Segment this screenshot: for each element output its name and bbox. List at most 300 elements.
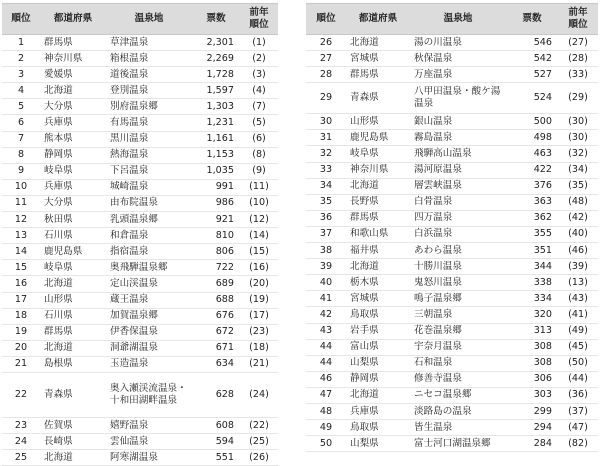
rank-cell: 43 <box>306 323 346 339</box>
header-votes: 票数 <box>192 4 240 35</box>
onsen-cell: 蔵王温泉 <box>106 292 192 308</box>
ranking-table-right <box>306 3 598 452</box>
table-row <box>2 67 278 83</box>
rank-cell: 48 <box>306 403 346 419</box>
votes-cell: 338 <box>506 275 558 291</box>
prev-rank-cell: (44) <box>558 371 598 387</box>
prefecture-cell: 群馬県 <box>40 35 106 51</box>
onsen-cell: 嬉野温泉 <box>106 417 192 433</box>
rank-cell: 38 <box>306 243 346 259</box>
prefecture-cell: 北海道 <box>346 178 410 194</box>
onsen-cell: 別府温泉郷 <box>106 99 192 115</box>
table-row <box>306 307 598 323</box>
prev-rank-cell: (16) <box>240 260 278 276</box>
prefecture-cell: 鹿児島県 <box>346 130 410 146</box>
table-row <box>2 340 278 356</box>
prefecture-cell: 兵庫県 <box>40 179 106 195</box>
table-row <box>306 259 598 275</box>
prev-rank-cell: (17) <box>240 308 278 324</box>
rank-cell: 1 <box>2 35 40 51</box>
prev-rank-cell: (26) <box>240 450 278 466</box>
prev-rank-cell: (47) <box>558 420 598 436</box>
onsen-cell: あわら温泉 <box>410 243 506 259</box>
rank-cell: 33 <box>306 162 346 178</box>
prefecture-cell: 宮城県 <box>346 291 410 307</box>
prefecture-cell: 和歌山県 <box>346 226 410 242</box>
prev-rank-cell: (33) <box>558 67 598 83</box>
rank-cell: 37 <box>306 226 346 242</box>
table-row <box>306 291 598 307</box>
rank-cell: 50 <box>306 436 346 452</box>
onsen-cell: 飛騨高山温泉 <box>410 146 506 162</box>
prefecture-cell: 佐賀県 <box>40 417 106 433</box>
prefecture-cell: 石川県 <box>40 308 106 324</box>
rank-cell: 28 <box>306 67 346 83</box>
onsen-cell: 和倉温泉 <box>106 228 192 244</box>
onsen-cell: 熱海温泉 <box>106 147 192 163</box>
rank-cell: 30 <box>306 114 346 130</box>
votes-cell: 294 <box>506 420 558 436</box>
header-prev-line1: 前年 <box>568 7 588 18</box>
prev-rank-cell: (27) <box>558 35 598 51</box>
ranking-table-left <box>2 3 278 466</box>
table-row <box>2 147 278 163</box>
rank-cell: 7 <box>2 131 40 147</box>
votes-cell: 362 <box>506 210 558 226</box>
votes-cell: 299 <box>506 403 558 419</box>
prev-rank-cell: (46) <box>558 243 598 259</box>
votes-cell: 313 <box>506 323 558 339</box>
votes-cell: 308 <box>506 355 558 371</box>
rank-cell: 17 <box>2 292 40 308</box>
rank-cell: 12 <box>2 212 40 228</box>
prefecture-cell: 長崎県 <box>40 434 106 450</box>
prev-rank-cell: (25) <box>240 434 278 450</box>
onsen-cell: 鳴子温泉郷 <box>410 291 506 307</box>
table-row <box>2 179 278 195</box>
header-rank: 順位 <box>2 4 40 35</box>
rank-cell: 25 <box>2 450 40 466</box>
table-row <box>306 114 598 130</box>
votes-cell: 806 <box>192 244 240 260</box>
votes-cell: 689 <box>192 276 240 292</box>
rank-cell: 41 <box>306 291 346 307</box>
votes-cell: 921 <box>192 212 240 228</box>
onsen-cell: 霧島温泉 <box>410 130 506 146</box>
prefecture-cell: 兵庫県 <box>346 403 410 419</box>
table-row <box>306 436 598 452</box>
onsen-cell: 富士河口湖温泉郷 <box>410 436 506 452</box>
prefecture-cell: 青森県 <box>40 372 106 417</box>
table-body-right <box>306 35 598 452</box>
onsen-cell: 玉造温泉 <box>106 356 192 372</box>
onsen-cell: 阿寒湖温泉 <box>106 450 192 466</box>
prefecture-cell: 鳥取県 <box>346 420 410 436</box>
table-row <box>2 308 278 324</box>
votes-cell: 351 <box>506 243 558 259</box>
prefecture-cell: 宮城県 <box>346 51 410 67</box>
prev-rank-cell: (21) <box>240 356 278 372</box>
prefecture-cell: 鹿児島県 <box>40 244 106 260</box>
onsen-cell: 層雲峡温泉 <box>410 178 506 194</box>
votes-cell: 334 <box>506 291 558 307</box>
header-rank: 順位 <box>306 4 346 35</box>
votes-cell: 500 <box>506 114 558 130</box>
prev-rank-cell: (22) <box>240 417 278 433</box>
rank-cell: 18 <box>2 308 40 324</box>
table-row <box>2 228 278 244</box>
rank-cell: 2 <box>2 51 40 67</box>
rank-cell: 32 <box>306 146 346 162</box>
prefecture-cell: 大分県 <box>40 99 106 115</box>
votes-cell: 376 <box>506 178 558 194</box>
table-row <box>2 260 278 276</box>
prev-rank-cell: (42) <box>558 210 598 226</box>
votes-cell: 722 <box>192 260 240 276</box>
table-row <box>306 146 598 162</box>
prev-rank-cell: (32) <box>558 146 598 162</box>
table-header-row <box>2 4 278 35</box>
header-prev-rank <box>558 4 598 35</box>
onsen-cell: 洞爺湖温泉 <box>106 340 192 356</box>
prev-rank-cell: (7) <box>240 99 278 115</box>
rank-cell: 22 <box>2 372 40 417</box>
prefecture-cell: 北海道 <box>346 259 410 275</box>
onsen-cell: 淡路島の温泉 <box>410 403 506 419</box>
prefecture-cell: 北海道 <box>346 387 410 403</box>
prev-rank-cell: (13) <box>558 275 598 291</box>
rank-cell: 49 <box>306 420 346 436</box>
prefecture-cell: 神奈川県 <box>346 162 410 178</box>
prefecture-cell: 群馬県 <box>40 324 106 340</box>
rank-cell: 9 <box>2 163 40 179</box>
rank-cell: 36 <box>306 210 346 226</box>
votes-cell: 608 <box>192 417 240 433</box>
prefecture-cell: 福井県 <box>346 243 410 259</box>
prev-rank-cell: (9) <box>240 163 278 179</box>
table-row <box>2 276 278 292</box>
table-row <box>2 131 278 147</box>
onsen-cell: 道後温泉 <box>106 67 192 83</box>
table-row <box>2 195 278 211</box>
prev-rank-cell: (6) <box>240 131 278 147</box>
onsen-cell: 四万温泉 <box>410 210 506 226</box>
votes-cell: 306 <box>506 371 558 387</box>
onsen-cell: 修善寺温泉 <box>410 371 506 387</box>
onsen-cell: 奥飛騨温泉郷 <box>106 260 192 276</box>
onsen-cell: 加賀温泉郷 <box>106 308 192 324</box>
prefecture-cell: 熊本県 <box>40 131 106 147</box>
prefecture-cell: 島根県 <box>40 356 106 372</box>
onsen-cell: 箱根温泉 <box>106 51 192 67</box>
prefecture-cell: 岐阜県 <box>40 163 106 179</box>
onsen-cell: 湯河原温泉 <box>410 162 506 178</box>
votes-cell: 1,035 <box>192 163 240 179</box>
onsen-cell: 銀山温泉 <box>410 114 506 130</box>
votes-cell: 2,301 <box>192 35 240 51</box>
table-body-left <box>2 35 278 466</box>
prefecture-cell: 北海道 <box>346 35 410 51</box>
table-row <box>2 450 278 466</box>
onsen-cell: 湯の川温泉 <box>410 35 506 51</box>
rank-cell: 29 <box>306 83 346 114</box>
table-row <box>2 292 278 308</box>
rank-cell: 13 <box>2 228 40 244</box>
votes-cell: 991 <box>192 179 240 195</box>
votes-cell: 672 <box>192 324 240 340</box>
table-row <box>306 387 598 403</box>
rank-cell: 24 <box>2 434 40 450</box>
prev-rank-cell: (41) <box>558 307 598 323</box>
onsen-cell: 雲仙温泉 <box>106 434 192 450</box>
prefecture-cell: 青森県 <box>346 83 410 114</box>
prefecture-cell: 石川県 <box>40 228 106 244</box>
onsen-cell: 八甲田温泉・酸ケ湯温泉 <box>410 83 506 114</box>
onsen-cell: 奥入瀬渓流温泉・十和田湖畔温泉 <box>106 372 192 417</box>
table-row <box>306 403 598 419</box>
votes-cell: 463 <box>506 146 558 162</box>
header-prev-line2: 順位 <box>568 19 588 30</box>
votes-cell: 634 <box>192 356 240 372</box>
table-row <box>306 275 598 291</box>
prefecture-cell: 群馬県 <box>346 210 410 226</box>
prev-rank-cell: (36) <box>558 387 598 403</box>
prefecture-cell: 岩手県 <box>346 323 410 339</box>
votes-cell: 363 <box>506 194 558 210</box>
onsen-cell: 草津温泉 <box>106 35 192 51</box>
onsen-cell: 鬼怒川温泉 <box>410 275 506 291</box>
prev-rank-cell: (30) <box>558 114 598 130</box>
rank-cell: 5 <box>2 99 40 115</box>
onsen-cell: 宇奈月温泉 <box>410 339 506 355</box>
table-row <box>2 99 278 115</box>
rank-cell: 3 <box>2 67 40 83</box>
onsen-cell: 登別温泉 <box>106 83 192 99</box>
header-prefecture: 都道府県 <box>346 4 410 35</box>
onsen-cell: 白浜温泉 <box>410 226 506 242</box>
prev-rank-cell: (43) <box>558 291 598 307</box>
prefecture-cell: 兵庫県 <box>40 115 106 131</box>
prev-rank-cell: (48) <box>558 194 598 210</box>
rank-cell: 40 <box>306 275 346 291</box>
rank-cell: 14 <box>2 244 40 260</box>
prefecture-cell: 大分県 <box>40 195 106 211</box>
votes-cell: 676 <box>192 308 240 324</box>
rank-cell: 39 <box>306 259 346 275</box>
prefecture-cell: 北海道 <box>40 276 106 292</box>
prev-rank-cell: (10) <box>240 195 278 211</box>
prev-rank-cell: (8) <box>240 147 278 163</box>
votes-cell: 1,153 <box>192 147 240 163</box>
table-row <box>2 212 278 228</box>
prefecture-cell: 北海道 <box>40 83 106 99</box>
votes-cell: 1,728 <box>192 67 240 83</box>
table-row <box>306 355 598 371</box>
table-row <box>306 83 598 114</box>
table-row <box>2 324 278 340</box>
prefecture-cell: 山梨県 <box>346 355 410 371</box>
prev-rank-cell: (40) <box>558 226 598 242</box>
rank-cell: 10 <box>2 179 40 195</box>
prefecture-cell: 岐阜県 <box>346 146 410 162</box>
prev-rank-cell: (37) <box>558 403 598 419</box>
rank-cell: 8 <box>2 147 40 163</box>
table-row <box>306 420 598 436</box>
rank-cell: 11 <box>2 195 40 211</box>
onsen-cell: 伊香保温泉 <box>106 324 192 340</box>
votes-cell: 344 <box>506 259 558 275</box>
rank-cell: 31 <box>306 130 346 146</box>
onsen-cell: 黒川温泉 <box>106 131 192 147</box>
rank-cell: 44 <box>306 339 346 355</box>
table-row <box>2 417 278 433</box>
prev-rank-cell: (50) <box>558 355 598 371</box>
prev-rank-cell: (39) <box>558 259 598 275</box>
prev-rank-cell: (45) <box>558 339 598 355</box>
votes-cell: 524 <box>506 83 558 114</box>
votes-cell: 546 <box>506 35 558 51</box>
table-row <box>306 178 598 194</box>
prefecture-cell: 神奈川県 <box>40 51 106 67</box>
onsen-cell: 有馬温泉 <box>106 115 192 131</box>
rank-cell: 34 <box>306 178 346 194</box>
prefecture-cell: 静岡県 <box>346 371 410 387</box>
rank-cell: 26 <box>306 35 346 51</box>
table-row <box>2 83 278 99</box>
table-row <box>2 356 278 372</box>
table-row <box>2 244 278 260</box>
prefecture-cell: 山形県 <box>40 292 106 308</box>
prefecture-cell: 静岡県 <box>40 147 106 163</box>
prev-rank-cell: (49) <box>558 323 598 339</box>
rank-cell: 46 <box>306 371 346 387</box>
prev-rank-cell: (24) <box>240 372 278 417</box>
prefecture-cell: 北海道 <box>40 340 106 356</box>
votes-cell: 422 <box>506 162 558 178</box>
rank-cell: 4 <box>2 83 40 99</box>
table-row <box>306 51 598 67</box>
header-prev-line2: 順位 <box>249 19 269 30</box>
votes-cell: 527 <box>506 67 558 83</box>
prev-rank-cell: (4) <box>240 83 278 99</box>
rank-cell: 35 <box>306 194 346 210</box>
table-row <box>306 371 598 387</box>
header-onsen: 温泉地 <box>106 4 192 35</box>
votes-cell: 551 <box>192 450 240 466</box>
rank-cell: 21 <box>2 356 40 372</box>
rank-cell: 23 <box>2 417 40 433</box>
prev-rank-cell: (11) <box>240 179 278 195</box>
votes-cell: 1,303 <box>192 99 240 115</box>
rank-cell: 27 <box>306 51 346 67</box>
onsen-cell: 石和温泉 <box>410 355 506 371</box>
onsen-cell: 万座温泉 <box>410 67 506 83</box>
onsen-cell: 皆生温泉 <box>410 420 506 436</box>
onsen-cell: 十勝川温泉 <box>410 259 506 275</box>
prev-rank-cell: (35) <box>558 178 598 194</box>
prev-rank-cell: (34) <box>558 162 598 178</box>
votes-cell: 986 <box>192 195 240 211</box>
rank-cell: 6 <box>2 115 40 131</box>
votes-cell: 628 <box>192 372 240 417</box>
onsen-cell: 白骨温泉 <box>410 194 506 210</box>
votes-cell: 671 <box>192 340 240 356</box>
votes-cell: 2,269 <box>192 51 240 67</box>
table-row <box>2 372 278 417</box>
table-row <box>306 339 598 355</box>
prefecture-cell: 鳥取県 <box>346 307 410 323</box>
onsen-cell: 指宿温泉 <box>106 244 192 260</box>
onsen-cell: 三朝温泉 <box>410 307 506 323</box>
votes-cell: 303 <box>506 387 558 403</box>
prev-rank-cell: (3) <box>240 67 278 83</box>
prev-rank-cell: (1) <box>240 35 278 51</box>
votes-cell: 810 <box>192 228 240 244</box>
votes-cell: 355 <box>506 226 558 242</box>
votes-cell: 594 <box>192 434 240 450</box>
onsen-cell: 秋保温泉 <box>410 51 506 67</box>
prefecture-cell: 愛媛県 <box>40 67 106 83</box>
table-row <box>306 323 598 339</box>
table-row <box>306 243 598 259</box>
votes-cell: 320 <box>506 307 558 323</box>
table-header-row <box>306 4 598 35</box>
prefecture-cell: 群馬県 <box>346 67 410 83</box>
header-prev-rank <box>240 4 278 35</box>
header-votes: 票数 <box>506 4 558 35</box>
rank-cell: 44 <box>306 355 346 371</box>
prev-rank-cell: (12) <box>240 212 278 228</box>
table-row <box>306 35 598 51</box>
onsen-cell: 城崎温泉 <box>106 179 192 195</box>
table-row <box>2 115 278 131</box>
table-row <box>306 194 598 210</box>
table-row <box>306 210 598 226</box>
table-row <box>2 35 278 51</box>
prefecture-cell: 秋田県 <box>40 212 106 228</box>
header-onsen: 温泉地 <box>410 4 506 35</box>
rank-cell: 47 <box>306 387 346 403</box>
prev-rank-cell: (30) <box>558 130 598 146</box>
prev-rank-cell: (20) <box>240 276 278 292</box>
table-row <box>306 162 598 178</box>
votes-cell: 542 <box>506 51 558 67</box>
votes-cell: 1,161 <box>192 131 240 147</box>
table-row <box>306 67 598 83</box>
prefecture-cell: 栃木県 <box>346 275 410 291</box>
votes-cell: 284 <box>506 436 558 452</box>
prev-rank-cell: (15) <box>240 244 278 260</box>
prev-rank-cell: (2) <box>240 51 278 67</box>
votes-cell: 498 <box>506 130 558 146</box>
rank-cell: 42 <box>306 307 346 323</box>
onsen-cell: 花巻温泉郷 <box>410 323 506 339</box>
votes-cell: 1,597 <box>192 83 240 99</box>
prev-rank-cell: (29) <box>558 83 598 114</box>
prefecture-cell: 富山県 <box>346 339 410 355</box>
prev-rank-cell: (23) <box>240 324 278 340</box>
rank-cell: 20 <box>2 340 40 356</box>
prefecture-cell: 岐阜県 <box>40 260 106 276</box>
prev-rank-cell: (5) <box>240 115 278 131</box>
table-row <box>2 163 278 179</box>
votes-cell: 308 <box>506 339 558 355</box>
onsen-cell: 定山渓温泉 <box>106 276 192 292</box>
prefecture-cell: 北海道 <box>40 450 106 466</box>
table-row <box>2 51 278 67</box>
onsen-cell: 乳頭温泉郷 <box>106 212 192 228</box>
table-row <box>306 226 598 242</box>
